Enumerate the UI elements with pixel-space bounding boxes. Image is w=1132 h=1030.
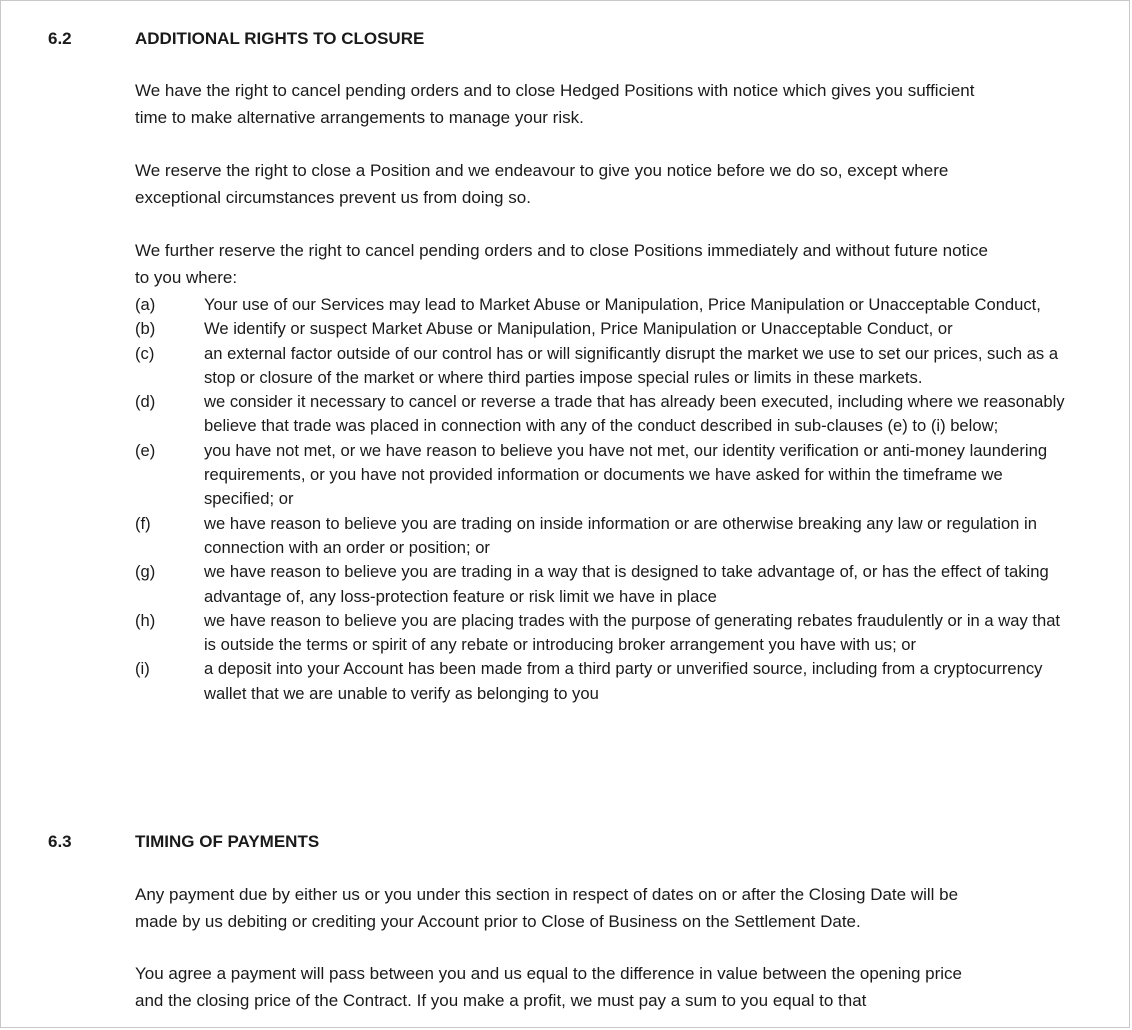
paragraph: We reserve the right to close a Position and we endeavour to give you notice before we do so, except where exceptional circumstances prevent us from doing so.	[135, 161, 949, 207]
list-item-text: we consider it necessary to cancel or reverse a trade that has already been executed, including where we reasonably believe that trade was placed in connection with any of the conduct described in sub-clauses (e) to (i) below;	[204, 392, 1065, 436]
paragraph: We further reserve the right to cancel pending orders and to close Positions immediately and without future notice to you where:	[135, 241, 988, 287]
section-number: 6.3	[48, 832, 72, 851]
list-item	[135, 439, 1075, 512]
list-marker: (g)	[135, 562, 156, 582]
list-item-text: Your use of our Services may lead to Market Abuse or Manipulation, Price Manipulation or Unacceptable Conduct,	[204, 295, 1041, 314]
list-marker: (b)	[135, 319, 156, 339]
section-number: 6.2	[48, 29, 72, 48]
list-item	[135, 560, 1075, 609]
list-marker: (e)	[135, 440, 156, 460]
list-item-text: an external factor outside of our control has or will significantly disrupt the market we use to set our prices, such as a stop or closure of the market or where third parties impose special rules or limits in these markets.	[204, 343, 1059, 387]
list-marker: (i)	[135, 659, 150, 679]
list-item-text: We identify or suspect Market Abuse or Manipulation, Price Manipulation or Unacceptable Conduct, or	[204, 319, 953, 339]
paragraph: Any payment due by either us or you under this section in respect of dates on or after the Closing Date will be made by us debiting or crediting your Account prior to Close of Business on the Settlement Date.	[135, 885, 959, 931]
list-item-text: we have reason to believe you are trading in a way that is designed to take advantage of, or has the effect of taking advantage of, any loss-protection feature or risk limit we have in place	[204, 562, 1049, 606]
list-item	[135, 657, 1075, 706]
list-item	[135, 317, 1075, 341]
list-marker: (d)	[135, 392, 156, 412]
list-item	[135, 342, 1075, 391]
list-item	[135, 293, 1075, 317]
list-item	[135, 609, 1075, 658]
list-item-text: we have reason to believe you are placing trades with the purpose of generating rebates fraudulently or in a way that is outside the terms or spirit of any rebate or introducing broker arrangement you have with us; or	[204, 610, 1061, 655]
list-item	[135, 390, 1075, 439]
paragraph: You agree a payment will pass between you and us equal to the difference in value between the opening price and the closing price of the Contract. If you make a profit, we must pay a sum to you equal to that	[135, 964, 962, 1010]
list-item-text: you have not met, or we have reason to believe you have not met, our identity verification or anti-money laundering requirements, or you have not provided information or documents we have asked for within the timeframe we specified; or	[204, 440, 1048, 509]
list-marker: (c)	[135, 343, 155, 363]
section-title: ADDITIONAL RIGHTS TO CLOSURE	[135, 29, 425, 48]
list-item	[135, 512, 1075, 561]
list-item-text: a deposit into your Account has been made from a third party or unverified source, including from a cryptocurrency wallet that we are unable to verify as belonging to you	[204, 659, 1043, 703]
list-marker: (a)	[135, 295, 156, 314]
paragraph: We have the right to cancel pending orders and to close Hedged Positions with notice which gives you sufficient time to make alternative arrangements to manage your risk.	[135, 81, 975, 127]
list-marker: (h)	[135, 610, 156, 630]
section-title: TIMING OF PAYMENTS	[135, 832, 320, 851]
closure-conditions-list	[135, 293, 1075, 706]
list-item-text: we have reason to believe you are trading on inside information or are otherwise breaking any law or regulation in connection with an order or position; or	[204, 513, 1037, 557]
list-marker: (f)	[135, 513, 151, 533]
